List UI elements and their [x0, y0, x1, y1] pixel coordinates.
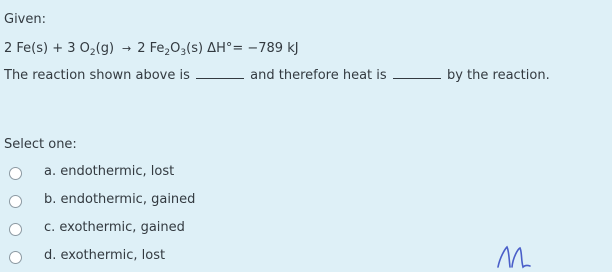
option-b[interactable]	[0, 190, 612, 216]
equation-subscript: 3	[180, 48, 187, 58]
radio-button[interactable]	[9, 195, 22, 208]
answer-blank	[196, 68, 244, 79]
equation-reactant-state: (g)	[95, 41, 115, 56]
given-label: Given:	[4, 12, 46, 27]
handwritten-scribble-icon	[496, 243, 536, 271]
equation-product-part: 2 Fe	[137, 41, 165, 56]
radio-button[interactable]	[9, 251, 22, 264]
equation-enthalpy: (s) ΔH°= −789 kJ	[186, 41, 299, 56]
radio-button[interactable]	[9, 223, 22, 236]
statement-part: and therefore heat is	[250, 68, 387, 83]
answer-blank	[393, 68, 441, 79]
option-label[interactable]: a. endothermic, lost	[44, 164, 175, 179]
select-one-label: Select one:	[4, 137, 77, 152]
question-statement	[4, 68, 550, 83]
statement-part: by the reaction.	[446, 68, 550, 83]
equation-product-part: O	[170, 41, 181, 56]
option-label[interactable]: d. exothermic, lost	[44, 248, 166, 263]
radio-button[interactable]	[9, 167, 22, 180]
option-label[interactable]: c. exothermic, gained	[44, 220, 185, 235]
equation-subscript: 2	[164, 48, 171, 58]
option-label[interactable]: b. endothermic, gained	[44, 192, 196, 207]
reaction-arrow-icon: →	[122, 42, 132, 55]
chemical-equation	[4, 41, 299, 56]
option-a[interactable]	[0, 162, 612, 188]
equation-subscript: 2	[89, 48, 96, 58]
statement-part: The reaction shown above is	[4, 68, 190, 83]
equation-reactant-part: 2 Fe(s) + 3 O	[4, 41, 90, 56]
option-c[interactable]	[0, 218, 612, 244]
